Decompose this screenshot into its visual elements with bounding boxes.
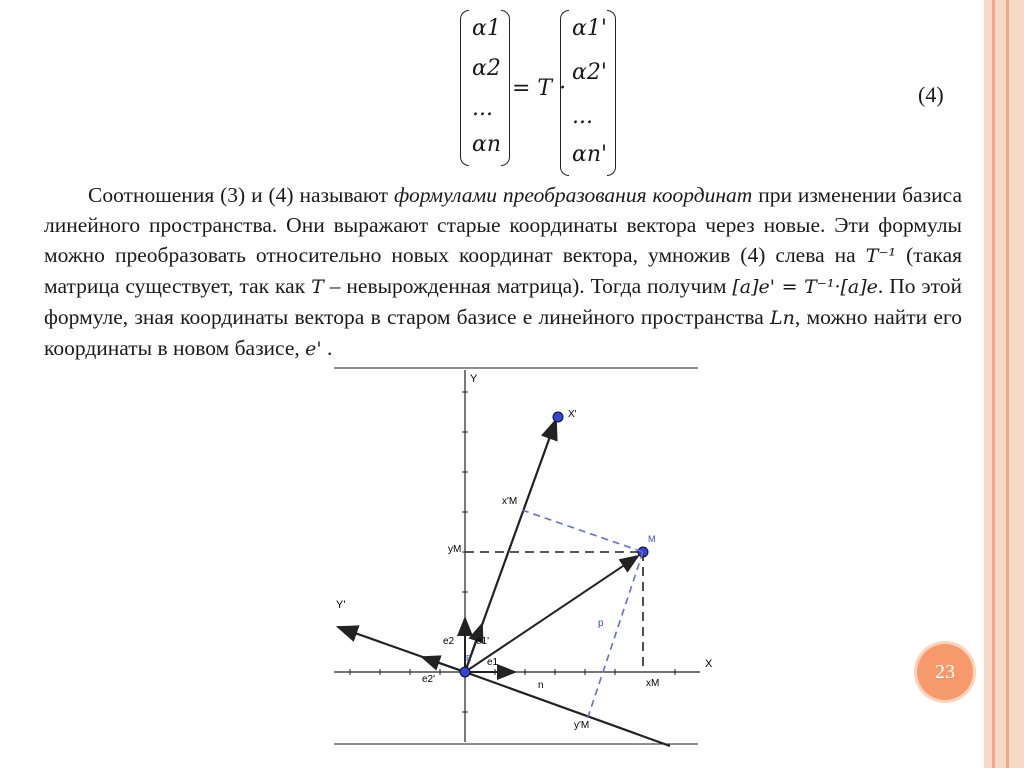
vector-entry: α2 xyxy=(472,56,501,81)
label-p: p xyxy=(598,618,604,629)
vector-e1-prime xyxy=(465,624,482,672)
body-paragraph xyxy=(44,180,962,364)
math-T: T xyxy=(311,276,324,298)
text-run: . По этой формуле, зная координаты вектора в старом базисе e линейного пространства xyxy=(44,274,963,329)
label-M: M xyxy=(648,534,656,544)
text-run: . xyxy=(321,336,333,360)
vector-e2-prime xyxy=(422,657,465,672)
math-Ln: Ln xyxy=(770,307,795,329)
x-axis xyxy=(334,669,700,675)
text-run: , можно найти его координаты в новом базисе, xyxy=(44,305,963,360)
label-X: X xyxy=(705,658,713,670)
point-x-prime xyxy=(553,412,563,422)
equation-number: (4) xyxy=(918,82,944,107)
label-n: n xyxy=(538,680,544,691)
label-e2: e2 xyxy=(443,636,455,647)
vector-entry: ... xyxy=(472,96,493,121)
page-number-badge: 23 xyxy=(917,644,973,700)
y-prime-axis-lower xyxy=(465,672,670,746)
text-run: при изменении базиса линейного пространства. Они выражают старые координаты вектора через новые. Эти формулы можно преобразовать относительно новых координат вектора, умножив (4) слева на xyxy=(44,183,963,267)
left-column-vector xyxy=(460,8,510,168)
matrix-formula xyxy=(460,8,660,178)
math-transform-formula: [a]e' = T⁻¹·[a]e xyxy=(732,276,878,298)
label-X-prime: X' xyxy=(568,409,577,420)
text-run: Соотношения (3) и (4) называют xyxy=(88,183,394,207)
label-y-prime-M: y'M xyxy=(574,720,590,731)
vector-entry: α1' xyxy=(572,16,607,41)
border-stripe xyxy=(992,0,995,768)
math-T-inverse: T⁻¹ xyxy=(865,245,897,267)
vector-entry: α2' xyxy=(572,60,607,85)
label-e2-prime: e2' xyxy=(422,674,436,685)
vector-entry: αn' xyxy=(572,142,608,167)
border-stripe xyxy=(1006,0,1009,768)
label-Y-prime: Y' xyxy=(336,599,346,611)
label-e1: e1 xyxy=(487,657,499,668)
projection-y-prime-M xyxy=(588,552,643,717)
y-axis xyxy=(462,370,468,742)
left-paren xyxy=(460,10,469,166)
right-paren xyxy=(607,10,616,176)
equals-T-operator: = T · xyxy=(512,76,567,101)
left-paren xyxy=(560,10,569,176)
text-run: (такая матрица существует, так как xyxy=(44,243,962,298)
label-x-prime-M: x'M xyxy=(502,496,518,507)
vector-to-M xyxy=(465,556,638,672)
text-run: – невырожденная матрица). Тогда получим xyxy=(323,274,733,298)
right-column-vector xyxy=(560,8,616,178)
emphasized-term: формулами преобразования координат xyxy=(393,183,753,207)
coordinate-transform-diagram xyxy=(330,362,713,748)
vector-entry: αn xyxy=(472,132,502,157)
right-paren xyxy=(501,10,510,166)
label-Y: Y xyxy=(470,373,478,385)
vector-entry: ... xyxy=(572,104,593,129)
label-E: E xyxy=(466,654,472,663)
label-yM: yM xyxy=(448,544,462,555)
origin-point xyxy=(460,667,470,677)
label-e1-prime: e1' xyxy=(476,636,490,647)
label-xM: xM xyxy=(646,678,660,689)
vector-entry: α1 xyxy=(472,16,501,41)
projection-x-prime-M xyxy=(522,510,643,552)
math-e-prime: e' xyxy=(305,338,322,360)
decorative-right-border xyxy=(984,0,1024,768)
